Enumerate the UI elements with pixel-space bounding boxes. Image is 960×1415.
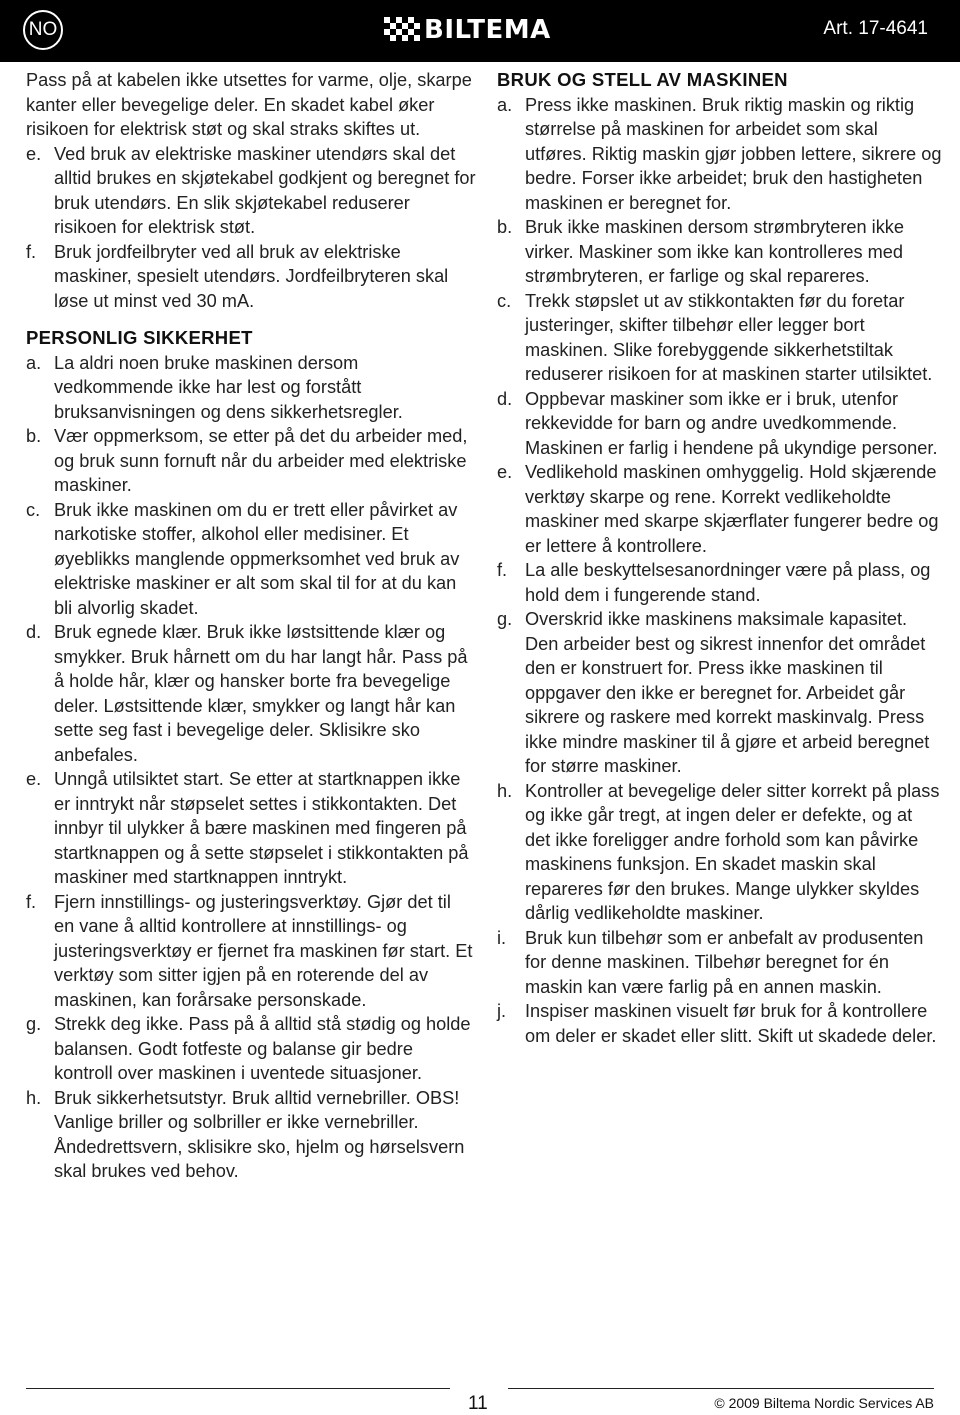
list-item bbox=[497, 93, 942, 216]
list-item-text: Trekk støpslet ut av stikkontakten før du foretar justeringer, skifter tilbehør eller legger bort maskinen. Slike forebyggende sikkerhetstiltak reduserer risikoen for at maskinen starter utilsiktet. bbox=[525, 290, 933, 384]
list-item-text: Ved bruk av elektriske maskiner utendørs skal det alltid brukes en skjøtekabel godkjent og beregnet for bruk utendørs. En slik skjøtekabel reduserer risikoen for elektrisk støt. bbox=[54, 143, 476, 237]
list-item-marker: d. bbox=[497, 388, 513, 409]
list-item-marker: d. bbox=[26, 622, 42, 642]
checkered-flag-icon bbox=[384, 17, 420, 43]
list-item bbox=[26, 351, 476, 425]
list-item-marker: g. bbox=[26, 1014, 42, 1034]
brand-logo bbox=[384, 14, 551, 46]
list-item-text: Bruk ikke maskinen om du er trett eller påvirket av narkotiske stoffer, alkohol eller medisiner. Et øyeblikks manglende oppmerksomhet ved bruk av elektriske maskiner er alt som skal til for at du kan bli alvorlig skadet. bbox=[54, 499, 460, 618]
list-item-marker: g. bbox=[497, 609, 513, 629]
list-item-marker: e. bbox=[26, 769, 42, 789]
list-item-text: Bruk egnede klær. Bruk ikke løstsittende klær og smykker. Bruk hårnett om du har langt hår. Pass på å holde hår, klær og hansker borte fra bevegelige deler. Løstsittende klær, smykker og langt hår kan sette seg fast i bevegelige deler. Sklisikre sko anbefales. bbox=[54, 622, 468, 765]
list-item-text: Vær oppmerksom, se etter på det du arbeider med, og bruk sunn fornuft når du arbeider med elektriske maskiner. bbox=[54, 426, 468, 495]
list-item bbox=[497, 999, 942, 1048]
personal-safety-list bbox=[26, 351, 476, 1184]
list-item bbox=[26, 890, 476, 1013]
brand-name: BILTEMA bbox=[424, 15, 551, 45]
article-number: Art. 17-4641 bbox=[823, 18, 928, 39]
list-item-marker: a. bbox=[497, 94, 513, 115]
footer-rule-left bbox=[26, 1388, 450, 1389]
list-item-text: Bruk kun tilbehør som er anbefalt av produsenten for denne maskinen. Tilbehør beregnet for én maskin kan være farlig på en annen maskin. bbox=[525, 927, 924, 997]
list-item-marker: b. bbox=[26, 426, 42, 446]
list-item bbox=[26, 142, 476, 240]
list-item-text: Unngå utilsiktet start. Se etter at startknappen ikke er inntrykt når støpselet settes i stikkontakten. Det innbyr til ulykker å bære maskinen med fingeren på startknappen og å sette støpselet i stikkontakten på maskiner med startknappen inntrykt. bbox=[54, 769, 469, 887]
list-item bbox=[26, 424, 476, 498]
list-item-marker: f. bbox=[497, 560, 508, 580]
electrical-safety-list bbox=[26, 142, 476, 314]
list-item bbox=[497, 215, 942, 289]
list-item bbox=[497, 460, 942, 558]
list-item-marker: j. bbox=[497, 1001, 507, 1021]
page-number: 11 bbox=[468, 1393, 488, 1414]
list-item-text: Bruk ikke maskinen dersom strømbryteren ikke virker. Maskiner som ikke kan kontrolleres med strømbryteren, er farlige og skal repareres. bbox=[525, 217, 905, 286]
list-item bbox=[26, 498, 476, 621]
list-item bbox=[497, 779, 942, 926]
list-item bbox=[26, 1012, 476, 1086]
list-item-marker: h. bbox=[497, 780, 513, 801]
list-item-text: Vedlikehold maskinen omhyggelig. Hold skjærende verktøy skarpe og rene. Korrekt vedlikeholdte maskiner med skarpe skjærflater fungerer bedre og er lettere å kontrollere. bbox=[525, 462, 939, 556]
list-item-text: Inspiser maskinen visuelt før bruk for å kontrollere om deler er skadet eller slitt. Skift ut skadede deler. bbox=[525, 1001, 937, 1046]
list-item-text: Kontroller at bevegelige deler sitter korrekt på plass og ikke går tregt, at ingen deler er defekte, og at det ikke foreligger andre forhold som kan påvirke maskinens funksjon. En skadet maskin skal repareres før den brukes. Mange ulykker skyldes dårlig vedlikeholdte maskiner. bbox=[525, 780, 940, 923]
list-item-marker: f. bbox=[26, 241, 37, 262]
list-item bbox=[26, 240, 476, 314]
list-item-marker: f. bbox=[26, 891, 37, 912]
list-item bbox=[26, 1086, 476, 1184]
language-badge: NO bbox=[23, 10, 63, 50]
list-item bbox=[497, 289, 942, 387]
header-bar bbox=[0, 0, 960, 62]
list-item-text: Bruk sikkerhetsutstyr. Bruk alltid vernebriller. OBS! Vanlige briller og solbriller er ikke vernebriller. Åndedrettsvern, sklisikre sko, hjelm og hørselsvern skal brukes ved behov. bbox=[54, 1087, 465, 1181]
left-column bbox=[26, 68, 476, 1184]
footer-rule-right bbox=[508, 1388, 934, 1389]
list-item-marker: b. bbox=[497, 217, 513, 237]
section-heading-use-and-care: BRUK OG STELL AV MASKINEN bbox=[497, 69, 788, 90]
list-item-text: Press ikke maskinen. Bruk riktig maskin og riktig størrelse på maskinen for arbeidet som skal utføres. Riktig maskin gjør jobben lettere, sikrere og bedre. Forser ikke arbeidet; bruk den hastigheten maskinen er beregnet for. bbox=[525, 94, 942, 213]
copyright-notice: © 2009 Biltema Nordic Services AB bbox=[714, 1395, 934, 1411]
section-heading-personal-safety: PERSONLIG SIKKERHET bbox=[26, 327, 253, 348]
list-item-text: Fjern innstillings- og justeringsverktøy. Gjør det til en vane å alltid kontrollere at innstillings- og justeringsverktøy er fjernet fra maskinen før start. Et verktøy som sitter igjen på en roterende del av maskinen, kan forårsake personskade. bbox=[54, 891, 473, 1010]
list-item-text: Strekk deg ikke. Pass på å alltid stå stødig og holde balansen. Godt fotfeste og balanse gir bedre kontroll over maskinen i uventede situasjoner. bbox=[54, 1014, 471, 1083]
list-item bbox=[26, 620, 476, 767]
list-item bbox=[497, 558, 942, 607]
list-item bbox=[497, 607, 942, 779]
list-item bbox=[497, 387, 942, 461]
intro-paragraph: Pass på at kabelen ikke utsettes for varme, olje, skarpe kanter eller bevegelige deler. En skadet kabel øker risikoen for elektrisk støt og skal straks skiftes ut. bbox=[26, 70, 472, 139]
list-item-text: La alle beskyttelsesanordninger være på plass, og hold dem i fungerende stand. bbox=[525, 560, 931, 605]
list-item-marker: i. bbox=[497, 927, 507, 948]
list-item-text: La aldri noen bruke maskinen dersom vedkommende ikke har lest og forstått bruksanvisningen og dens sikkerhetsregler. bbox=[54, 352, 403, 422]
list-item-marker: e. bbox=[26, 143, 42, 164]
list-item-marker: h. bbox=[26, 1087, 42, 1108]
list-item-text: Oppbevar maskiner som ikke er i bruk, utenfor rekkevidde for barn og andre uvedkommende. Maskinen er farlig i hendene på ukyndige personer. bbox=[525, 388, 938, 458]
list-item bbox=[497, 926, 942, 1000]
list-item-text: Overskrid ikke maskinens maksimale kapasitet. Den arbeider best og sikrest innenfor det området den er konstruert for. Press ikke maskinen til oppgaver den ikke er beregnet for. Arbeidet går sikrere og raskere med korrekt maskinvalg. Press ikke mindre maskiner til å gjøre et arbeid beregnet for større maskiner. bbox=[525, 609, 930, 776]
right-column bbox=[497, 68, 942, 1048]
list-item-marker: e. bbox=[497, 462, 513, 482]
list-item-marker: c. bbox=[26, 499, 41, 520]
list-item-text: Bruk jordfeilbryter ved all bruk av elektriske maskiner, spesielt utendørs. Jordfeilbryteren skal løse ut minst ved 30 mA. bbox=[54, 241, 449, 311]
use-and-care-list bbox=[497, 93, 942, 1049]
list-item-marker: a. bbox=[26, 352, 42, 373]
list-item bbox=[26, 767, 476, 890]
list-item-marker: c. bbox=[497, 290, 512, 311]
